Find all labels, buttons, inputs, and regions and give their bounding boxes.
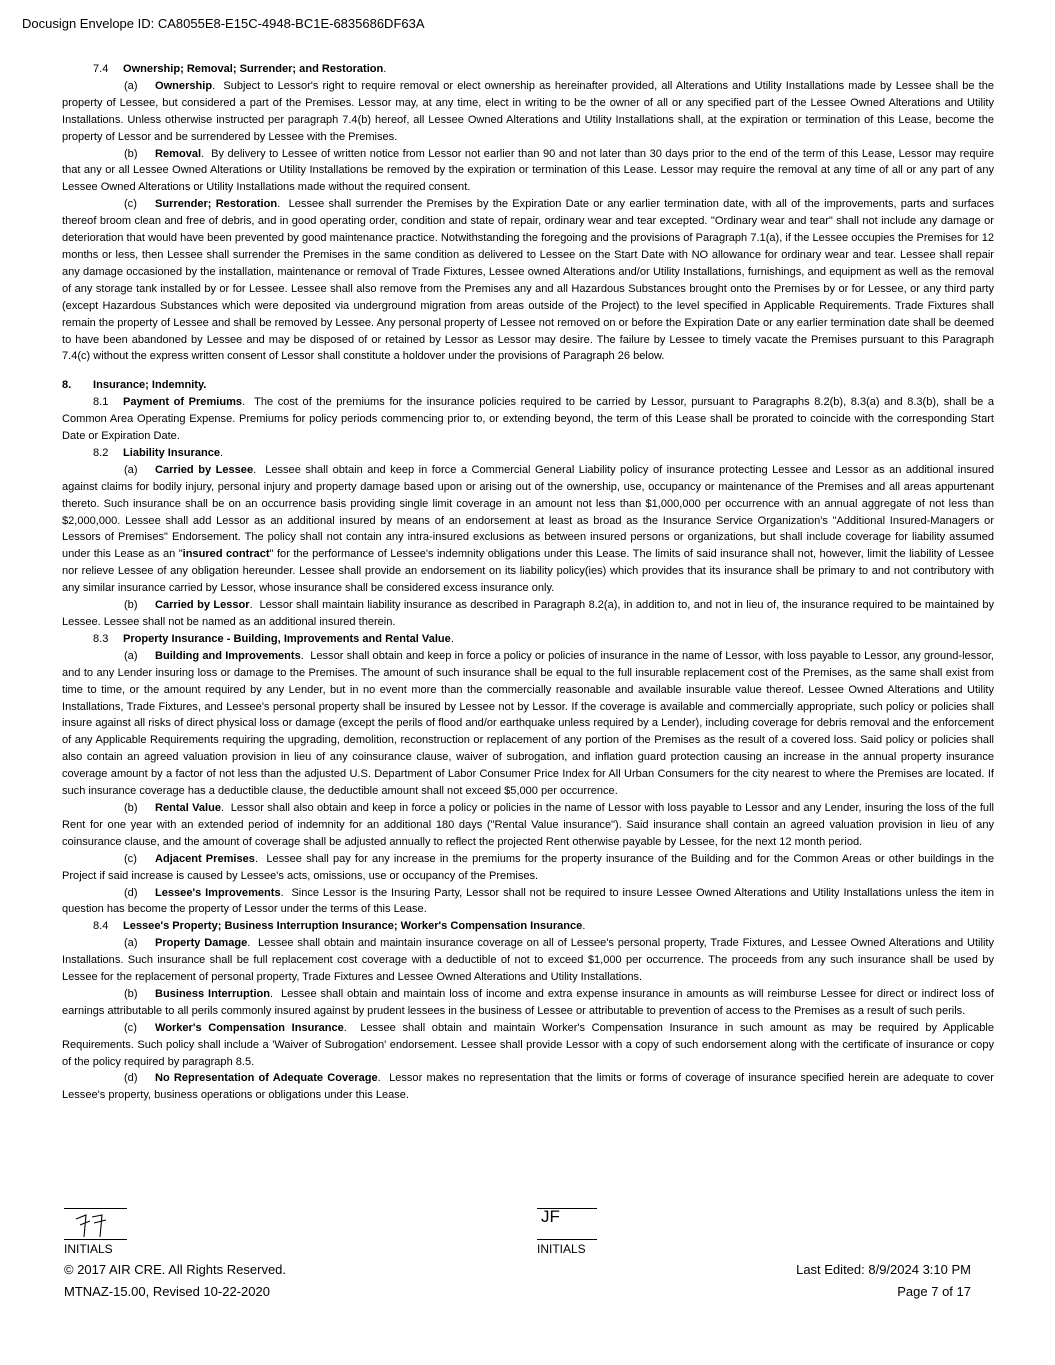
lessor-initials-block — [64, 1208, 127, 1256]
clause-label: (c) — [124, 1021, 137, 1034]
footer-form-id: MTNAZ-15.00, Revised 10-22-2020 — [64, 1284, 270, 1299]
section-number: 8.4 — [93, 920, 109, 933]
clause-label: (d) — [124, 1072, 138, 1085]
footer-copyright: © 2017 AIR CRE. All Rights Reserved. — [64, 1262, 287, 1277]
clause-text: Lessor shall also obtain and keep in force a policy or policies in the name of Lessor with loss payable to Lessor and any Lender, insuring the loss of the full Rent for one year with an extended period of indemnity for an additional 180 days ("Rental Value insurance"). Said insurance shall contain an agreed valuation provision in lieu of any coinsurance clause, and the amount of coverage shall be adjusted annually to reflect the projected Rent otherwise payable by Lessee, for the next 12 month period. — [62, 801, 994, 848]
paragraph-7-4-b: (b) Removal. By delivery to Lessee of written notice from Lessor not earlier than 90 and not later than 30 days prior to the end of the term of this Lease, Lessor may require that any or all Lessee Owned Alterations or Utility Installations be removed by the expiration or termination of this Lease. Lessor may require the removal at any time of all or any part of any Lessee Owned Alterations or Utility Installations made without the required consent. — [62, 147, 994, 194]
clause-text: " for the performance of Lessee's indemnity obligations under this Lease. The limits of said insurance shall not, however, limit the liability of Lessee nor relieve Lessee of any obligation hereunder. Lessee shall provide an endorsement on its liability policy(ies) which provides that its insurance shall be primary to and not contributory with any similar insurance carried by Lessor, whose insurance shall be considered excess insurance only. — [62, 548, 994, 595]
clause-title: Building and Improvements — [155, 649, 301, 662]
section-number: 8.3 — [93, 632, 109, 645]
clause-text: By delivery to Lessee of written notice from Lessor not earlier than 90 and not later than 30 days prior to the end of the term of this Lease, Lessor may require that any or all Lessee Owned Alterations or Utility Installations be removed by the expiration or termination of this Lease. Lessor may require the removal at any time of all or any part of any Lessee Owned Alterations or Utility Installations made without the required consent. — [62, 147, 994, 194]
clause-title: Rental Value — [155, 801, 221, 814]
footer-last-edited: Last Edited: 8/9/2024 3:10 PM — [796, 1262, 971, 1277]
clause-title: Business Interruption — [155, 987, 271, 1000]
section-7-4-heading: 7.4 Ownership; Removal; Surrender; and Restoration. — [62, 61, 994, 78]
section-8-3-heading: 8.3 Property Insurance - Building, Improvements and Rental Value. — [62, 631, 994, 648]
clause-title: Ownership — [155, 79, 213, 92]
clause-text: Lessee shall obtain and maintain insurance coverage on all of Lessee's personal property, Trade Fixtures, and Lessee Owned Alterations and Utility Installations. Such insurance shall be full replacement cost coverage with a deductible of not to exceed $1,000 per occurrence. The proceeds from any such insurance shall be used by Lessee for the replacement of personal property, Trade Fixtures and Lessee Owned Alterations and Utility Installations. — [62, 937, 994, 984]
paragraph-8-4-a: (a) Property Damage. Lessee shall obtain and maintain insurance coverage on all of Lessee's personal property, Trade Fixtures, and Lessee Owned Alterations and Utility Installations. Such insurance shall be full replacement cost coverage with a deductible of not to exceed $1,000 per occurrence. The proceeds from any such insurance shall be used by Lessee for the replacement of personal property, Trade Fixtures and Lessee Owned Alterations and Utility Installations. — [62, 937, 994, 984]
section-title: Insurance; Indemnity. — [93, 379, 207, 392]
section-number: 7.4 — [93, 63, 109, 75]
clause-label: (a) — [124, 937, 138, 950]
clause-title: Lessee's Improvements — [155, 886, 281, 899]
clause-title: Carried by Lessor — [155, 599, 250, 612]
section-title: Property Insurance - Building, Improvements and Rental Value — [123, 632, 451, 645]
clause-text: Lessee shall surrender the Premises by the Expiration Date or any earlier termination date, with all of the improvements, parts and surfaces thereof broom clean and free of debris, and in good operating order, condition and state of repair, ordinary wear and tear excepted. "Ordinary wear and tear" shall not include any damage or deterioration that would have been prevented by good maintenance practice. Notwithstanding the foregoing and the provisions of Paragraph 7.1(a), if the Lessee occupies the Premises for 12 months or less, then Lessee shall surrender the Premises in the same condition as delivered to Lessee on the Start Date with NO allowance for ordinary wear and tear. Lessee shall repair any damage occasioned by the installation, maintenance or removal of Trade Fixtures, Lessee owned Alterations and/or Utility Installations, furnishings, and equipment as well as the removal of any storage tank installed by or for Lessee. Lessee shall also remove from the Premises any and all Hazardous Substances brought onto the Premises by or for Lessee, or any third party (except Hazardous Substances which were deposited via underground migration from areas outside of the Project) to the level specified in Applicable Requirements. Trade Fixtures shall remain the property of Lessee and shall be removed by Lessee. Any personal property of Lessee not removed on or before the Expiration Date or any earlier termination date shall be deemed to have been abandoned by Lessee and may be disposed of or retained by Lessor as Lessor may desire. The failure by Lessee to timely vacate the Premises pursuant to this Paragraph 7.4(c) without the express written consent of Lessor shall constitute a holdover under the provisions of Paragraph 26 below. — [62, 198, 994, 363]
lease-document-body — [62, 61, 994, 1104]
clause-label: (c) — [124, 198, 137, 211]
section-title: Payment of Premiums — [123, 396, 243, 409]
paragraph-7-4-a: (a) Ownership. Subject to Lessor's right to require removal or elect ownership as hereinafter provided, all Alterations and Utility Installations made by Lessee shall be the property of Lessee, but considered a part of the Premises. Lessor may, at any time, elect in writing to be the owner of all or any specified part of the Lessee Owned Alterations and Utility Installations. Unless otherwise instructed per paragraph 7.4(b) hereof, all Lessee Owned Alterations and Utility Installations shall, at the expiration or termination of this Lease, become the property of Lessor and be surrendered by Lessee with the Premises. — [62, 79, 994, 143]
handwritten-initials-mark — [72, 1211, 112, 1239]
clause-text: Since Lessor is the Insuring Party, Lessor shall not be required to insure Lessee Owned Alterations and Utility Installations unless the item in question has become the property of Lessor under the terms of this Lease. — [62, 886, 994, 916]
clause-label: (b) — [124, 987, 138, 1000]
clause-label: (a) — [124, 463, 138, 476]
section-title: Liability Insurance — [123, 446, 220, 459]
clause-label: (a) — [124, 79, 138, 92]
section-title: Lessee's Property; Business Interruption Insurance; Worker's Compensation Insurance — [123, 920, 583, 933]
clause-label: (b) — [124, 599, 138, 612]
initials-signature-line[interactable] — [64, 1208, 127, 1240]
clause-label: (c) — [124, 852, 137, 865]
section-number: 8.2 — [93, 446, 109, 459]
clause-title: Property Damage — [155, 937, 248, 950]
section-8-heading — [62, 377, 994, 394]
clause-title: Carried by Lessee — [155, 463, 254, 476]
paragraph-8-3-d: (d) Lessee's Improvements. Since Lessor is the Insuring Party, Lessor shall not be required to insure Lessee Owned Alterations and Utility Installations unless the item in question has become the property of Lessor under the terms of this Lease. — [62, 886, 994, 916]
clause-text: Lessee shall obtain and maintain Worker's Compensation Insurance in such amount as may be required by Applicable Requirements. Such policy shall include a 'Waiver of Subrogation' endorsement. Lessee shall provide Lessor with a copy of such endorsement along with the certificate of insurance or copy of the policy required by paragraph 8.5. — [62, 1021, 994, 1068]
clause-text: Subject to Lessor's right to require removal or elect ownership as hereinafter provided, all Alterations and Utility Installations made by Lessee shall be the property of Lessee, but considered a part of the Premises. Lessor may, at any time, elect in writing to be the owner of all or any specified part of the Lessee Owned Alterations and Utility Installations. Unless otherwise instructed per paragraph 7.4(b) hereof, all Lessee Owned Alterations and Utility Installations shall, at the expiration or termination of this Lease, become the property of Lessor and be surrendered by Lessee with the Premises. — [62, 79, 994, 143]
paragraph-8-4-d: (d) No Representation of Adequate Coverage. Lessor makes no representation that the limits or forms of coverage of insurance specified herein are adequate to cover Lessee's property, business operations or obligations under this Lease. — [62, 1072, 994, 1102]
paragraph-7-4-c: (c) Surrender; Restoration. Lessee shall surrender the Premises by the Expiration Date or any earlier termination date, with all of the improvements, parts and surfaces thereof broom clean and free of debris, and in good operating order, condition and state of repair, ordinary wear and tear excepted. "Ordinary wear and tear" shall not include any damage or deterioration that would have been prevented by good maintenance practice. Notwithstanding the foregoing and the provisions of Paragraph 7.1(a), if the Lessee occupies the Premises for 12 months or less, then Lessee shall surrender the Premises in the same condition as delivered to Lessee on the Start Date with NO allowance for ordinary wear and tear. Lessee shall repair any damage occasioned by the installation, maintenance or removal of Trade Fixtures, Lessee owned Alterations and/or Utility Installations, furnishings, and equipment as well as the removal of any storage tank installed by or for Lessee. Lessee shall also remove from the Premises any and all Hazardous Substances brought onto the Premises by or for Lessee, or any third party (except Hazardous Substances which were deposited via underground migration from areas outside of the Project) to the level specified in Applicable Requirements. Trade Fixtures shall remain the property of Lessee and shall be removed by Lessee. Any personal property of Lessee not removed on or before the Expiration Date or any earlier termination date shall be deemed to have been abandoned by Lessee and may be disposed of or retained by Lessor as Lessor may desire. The failure by Lessee to timely vacate the Premises pursuant to this Paragraph 7.4(c) without the express written consent of Lessor shall constitute a holdover under the provisions of Paragraph 26 below. — [62, 198, 994, 363]
paragraph-8-3-b: (b) Rental Value. Lessor shall also obtain and keep in force a policy or policies in the name of Lessor with loss payable to Lessor and any Lender, insuring the loss of the full Rent for one year with an extended period of indemnity for an additional 180 days ("Rental Value insurance"). Said insurance shall contain an agreed valuation provision in lieu of any coinsurance clause, and the amount of coverage shall be adjusted annually to reflect the projected Rent otherwise payable by Lessee, for the next 12 month period. — [62, 801, 994, 848]
section-number: 8.1 — [93, 396, 109, 409]
footer-page-number: Page 7 of 17 — [897, 1284, 971, 1299]
lessee-initials-block — [537, 1208, 597, 1256]
clause-text: Lessee shall pay for any increase in the premiums for the property insurance of the Building and for the Common Areas or other buildings in the Project if said increase is caused by Lessee's acts, omissions, use or occupancy of the Premises. — [62, 852, 994, 882]
clause-text: The cost of the premiums for the insurance policies required to be carried by Lessor, pursuant to Paragraphs 8.2(b), 8.3(a) and 8.3(b), shall be a Common Area Operating Expense. Premiums for policy periods commencing prior to, or extending beyond, the term of this Lease shall be prorated to coincide with the corresponding Start Date or Expiration Date. — [62, 396, 995, 443]
clause-label: (b) — [124, 801, 138, 814]
clause-bold-term: insured contract — [182, 548, 270, 561]
section-title: Ownership; Removal; Surrender; and Restoration — [123, 63, 384, 75]
clause-text: Lessor shall maintain liability insurance as described in Paragraph 8.2(a), in addition to, and not in lieu of, the insurance required to be maintained by Lessee. Lessee shall not be named as an additional insured therein. — [62, 599, 994, 628]
paragraph-8-3-c: (c) Adjacent Premises. Lessee shall pay for any increase in the premiums for the property insurance of the Building and for the Common Areas or other buildings in the Project if said increase is caused by Lessee's acts, omissions, use or occupancy of the Premises. — [62, 852, 994, 882]
initials-label: INITIALS — [64, 1242, 113, 1256]
clause-title: Adjacent Premises — [155, 852, 255, 865]
clause-title: Worker's Compensation Insurance — [155, 1021, 344, 1034]
paragraph-8-4-b: (b) Business Interruption. Lessee shall obtain and maintain loss of income and extra expense insurance in amounts as will reimburse Lessee for direct or indirect loss of earnings attributable to all perils commonly insured against by prudent lessees in the business of Lessee or attributable to prevention of access to the Premises as a result of such perils. — [62, 987, 994, 1017]
paragraph-8-3-a: (a) Building and Improvements. Lessor shall obtain and keep in force a policy or policies of insurance in the name of Lessor, with loss payable to Lessor, any ground-lessor, and to any Lender insuring loss or damage to the Premises. The amount of such insurance shall be equal to the full insurable replacement cost of the Premises, as the same shall exist from time to time, or the amount required by any Lender, but in no event more than the commercially reasonable and available insurable value thereof. Lessee Owned Alterations and Utility Installations, Trade Fixtures, and Lessee's personal property shall be insured by Lessee not by Lessor. If the coverage is available and commercially appropriate, such policy or policies shall insure against all risks of direct physical loss or damage (except the perils of flood and/or earthquake unless required by a Lender), including coverage for debris removal and the enforcement of any Applicable Requirements requiring the upgrading, demolition, reconstruction or replacement of any portion of the Premises as the result of a covered loss. Said policy or policies shall also contain an agreed valuation provision in lieu of any coinsurance clause, waiver of subrogation, and inflation guard protection causing an increase in the annual property insurance coverage amount by a factor of not less than the adjusted U.S. Department of Labor Consumer Price Index for All Urban Consumers for the city nearest to where the Premises are located. If such insurance coverage has a deductible clause, the deductible amount shall not exceed $5,000 per occurrence. — [62, 649, 994, 798]
paragraph-8-4-c: (c) Worker's Compensation Insurance. Lessee shall obtain and maintain Worker's Compensation Insurance in such amount as may be required by Applicable Requirements. Such policy shall include a 'Waiver of Subrogation' endorsement. Lessee shall provide Lessor with a copy of such endorsement along with the certificate of insurance or copy of the policy required by paragraph 8.5. — [62, 1021, 994, 1068]
paragraph-8-1: 8.1 Payment of Premiums. The cost of the premiums for the insurance policies required to be carried by Lessor, pursuant to Paragraphs 8.2(b), 8.3(a) and 8.3(b), shall be a Common Area Operating Expense. Premiums for policy periods commencing prior to, or extending beyond, the term of this Lease shall be prorated to coincide with the corresponding Start Date or Expiration Date. — [62, 396, 995, 443]
envelope-id: Docusign Envelope ID: CA8055E8-E15C-4948-BC1E-6835686DF63A — [22, 16, 425, 31]
clause-title: Surrender; Restoration — [155, 198, 278, 211]
clause-text: Lessor makes no representation that the limits or forms of coverage of insurance specified herein are adequate to cover Lessee's property, business operations or obligations under this Lease. — [62, 1072, 994, 1102]
paragraph-8-2-a: (a) Carried by Lessee. Lessee shall obtain and keep in force a Commercial General Liability policy of insurance protecting Lessee and Lessor as an additional insured against claims for bodily injury, personal injury and property damage based upon or arising out of the ownership, use, occupancy or maintenance of the Premises and all areas appurtenant thereto. Such insurance shall be on an occurrence basis providing single limit coverage in an amount not less than $1,000,000 per occurrence with an annual aggregate of not less than $2,000,000. Lessee shall add Lessor as an additional insured by means of an endorsement at least as broad as the Insurance Service Organization's "Additional Insured-Managers or Lessors of Premises" Endorsement. The policy shall not contain any intra-insured exclusions as between insured persons or organizations, but shall include coverage for liability assumed under this Lease as an "insured contract" for the performance of Lessee's indemnity obligations under this Lease. The limits of said insurance shall not, however, limit the liability of Lessee nor relieve Lessee of any obligation hereunder. Lessee shall provide an endorsement on its liability policy(ies) which provides that its insurance shall be primary to and not contributory with any similar insurance carried by Lessor, whose insurance shall be considered excess insurance only. — [62, 463, 994, 595]
clause-text: Lessee shall obtain and keep in force a Commercial General Liability policy of insurance protecting Lessee and Lessor as an additional insured against claims for bodily injury, personal injury and property damage based upon or arising out of the ownership, use, occupancy or maintenance of the Premises and all areas appurtenant thereto. Such insurance shall be on an occurrence basis providing single limit coverage in an amount not less than $1,000,000 per occurrence with an annual aggregate of not less than $2,000,000. Lessee shall add Lessor as an additional insured by means of an endorsement at least as broad as the Insurance Service Organization's "Additional Insured-Managers or Lessors of Premises" Endorsement. The policy shall not contain any intra-insured exclusions as between insured persons or organizations, but shall include coverage for liability assumed under this Lease as an " — [62, 463, 994, 561]
clause-label: (a) — [124, 649, 138, 662]
clause-text: Lessor shall obtain and keep in force a policy or policies of insurance in the name of Lessor, with loss payable to Lessor, any ground-lessor, and to any Lender insuring loss or damage to the Premises. The amount of such insurance shall be equal to the full insurable replacement cost of the Premises, as the same shall exist from time to time, or the amount required by any Lender, but in no event more than the commercially reasonable and available insurable value thereof. Lessee Owned Alterations and Utility Installations, Trade Fixtures, and Lessee's personal property shall be insured by Lessee not by Lessor. If the coverage is available and commercially appropriate, such policy or policies shall insure against all risks of direct physical loss or damage (except the perils of flood and/or earthquake unless required by a Lender), including coverage for debris removal and the enforcement of any Applicable Requirements requiring the upgrading, demolition, reconstruction or replacement of any portion of the Premises as the result of a covered loss. Said policy or policies shall also contain an agreed valuation provision in lieu of any coinsurance clause, waiver of subrogation, and inflation guard protection causing an increase in the annual property insurance coverage amount by a factor of not less than the adjusted U.S. Department of Labor Consumer Price Index for All Urban Consumers for the city nearest to where the Premises are located. If such insurance coverage has a deductible clause, the deductible amount shall not exceed $5,000 per occurrence. — [62, 649, 994, 798]
initials-signature-line[interactable] — [537, 1208, 597, 1240]
clause-text: Lessee shall obtain and maintain loss of income and extra expense insurance in amounts as will reimburse Lessee for direct or indirect loss of earnings attributable to all perils commonly insured against by prudent lessees in the business of Lessee or attributable to prevention of access to the Premises as a result of such perils. — [62, 987, 994, 1017]
clause-label: (b) — [124, 147, 138, 160]
paragraph-8-2-b: (b) Carried by Lessor. Lessor shall maintain liability insurance as described in Paragraph 8.2(a), in addition to, and not in lieu of, the insurance required to be maintained by Lessee. Lessee shall not be named as an additional insured therein. — [62, 599, 994, 628]
clause-title: Removal — [155, 147, 202, 160]
section-8-2-heading: 8.2 Liability Insurance. — [62, 445, 994, 462]
initials-label: INITIALS — [537, 1242, 586, 1256]
section-8-4-heading: 8.4 Lessee's Property; Business Interruption Insurance; Worker's Compensation Insurance. — [62, 918, 994, 935]
clause-label: (d) — [124, 886, 138, 899]
clause-title: No Representation of Adequate Coverage — [155, 1072, 378, 1085]
initials-mark: JF — [541, 1207, 560, 1226]
section-number: 8. — [62, 379, 72, 392]
